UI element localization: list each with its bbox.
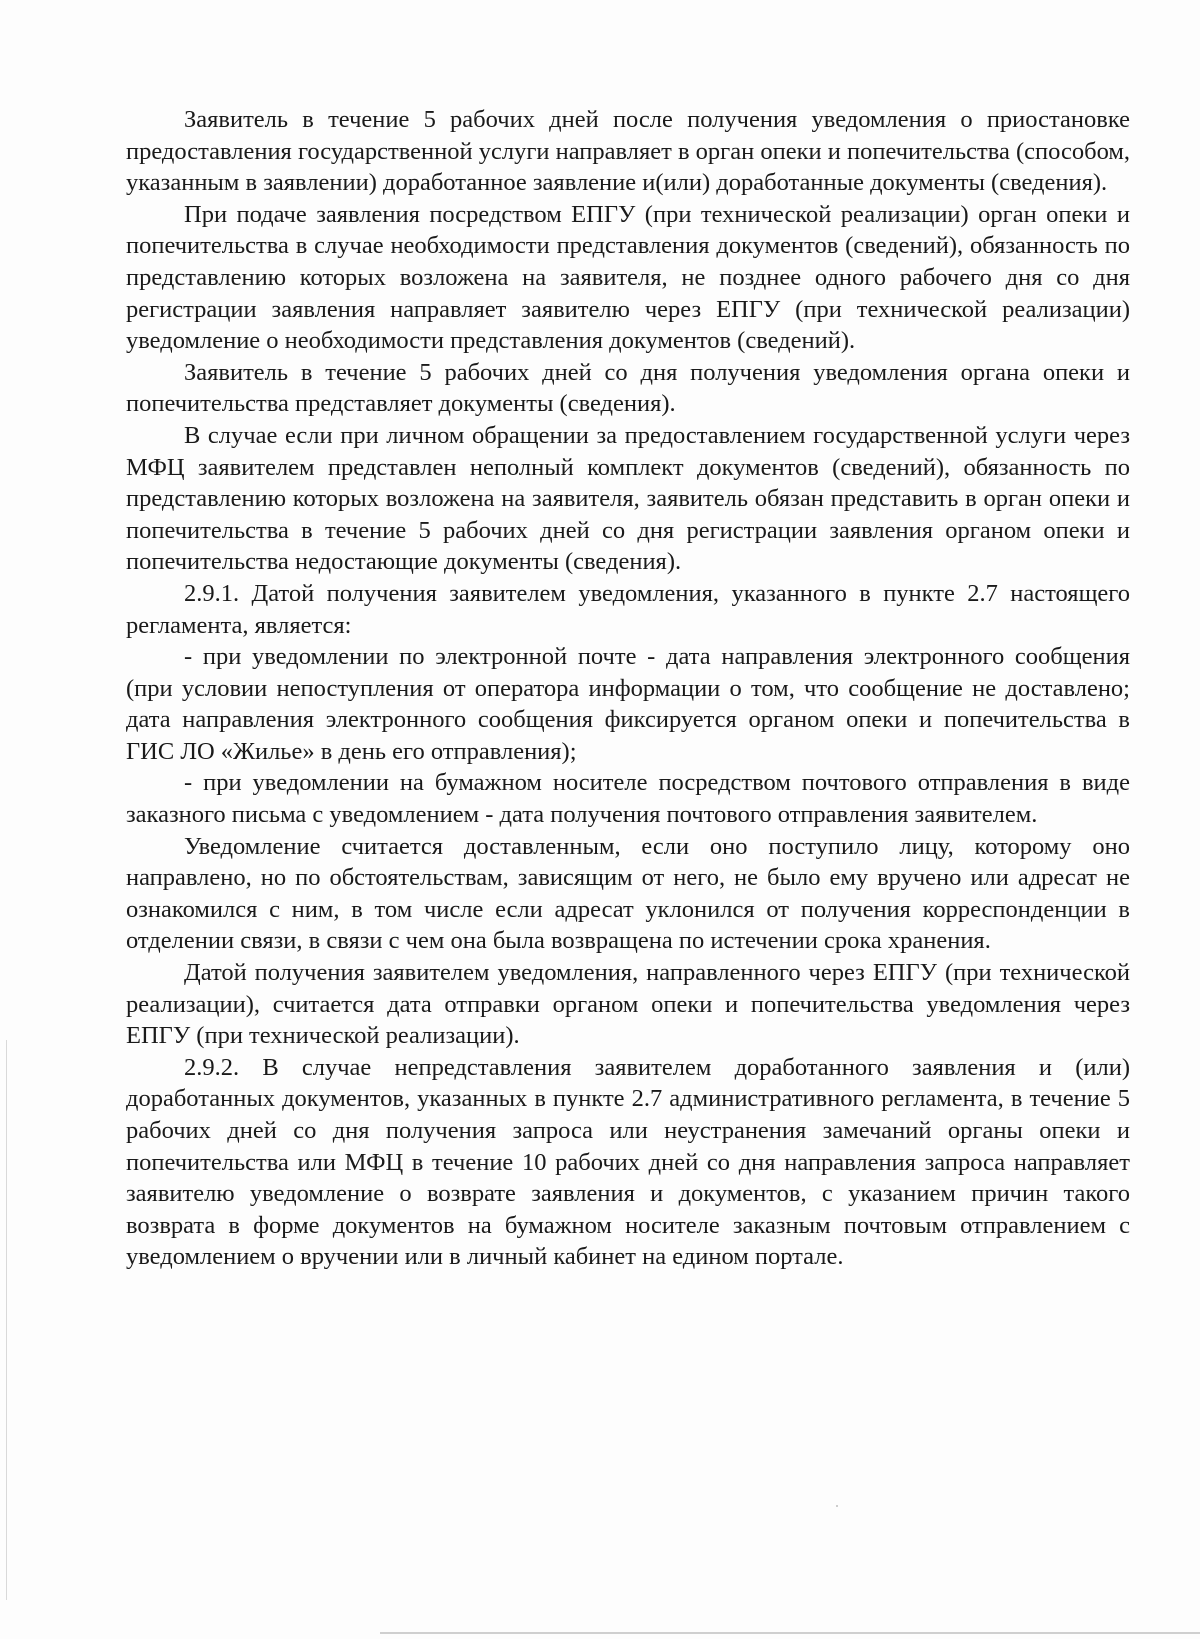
paragraph: Заявитель в течение 5 рабочих дней после получения уведомления о приостановке предоставления государственной услуги направляет в орган опеки и попечительства (способом, указанным в заявлении) доработанное заявление и(или) доработанные документы (сведения).: [126, 106, 1130, 197]
paragraph: - при уведомлении по электронной почте - дата направления электронного сообщения (при условии непоступления от оператора информации о том, что сообщение не доставлено; дата направления электронного сообщения фиксируется органом опеки и попечительства в ГИС ЛО «Жилье» в день его отправления);: [126, 643, 1130, 765]
paragraph: Датой получения заявителем уведомления, направленного через ЕПГУ (при технической реализации), считается дата отправки органом опеки и попечительства уведомления через ЕПГУ (при технической реализации).: [126, 959, 1130, 1050]
paragraph: Уведомление считается доставленным, если оно поступило лицу, которому оно направлено, но по обстоятельствам, зависящим от него, не было ему вручено или адресат не ознакомился с ним, в том числе если адресат уклонился от получения корреспонденции в отделении связи, в связи с чем она была возвращена по истечении срока хранения.: [126, 832, 1130, 955]
scan-edge-line: [380, 1632, 1200, 1634]
paragraph: - при уведомлении на бумажном носителе посредством почтового отправления в виде заказного письма с уведомлением - дата получения почтового отправления заявителем.: [126, 769, 1130, 829]
document-body: [126, 104, 1130, 1273]
paragraph: 2.9.1. Датой получения заявителем уведомления, указанного в пункте 2.7 настоящего регламента, является:: [126, 579, 1130, 639]
paragraph: Заявитель в течение 5 рабочих дней со дня получения уведомления органа опеки и попечительства представляет документы (сведения).: [126, 358, 1130, 418]
paragraph: При подаче заявления посредством ЕПГУ (при технической реализации) орган опеки и попечительства в случае необходимости представления документов (сведений), обязанность по представлению которых возложена на заявителя, не позднее одного рабочего дня со дня регистрации заявления направляет заявителю через ЕПГУ (при технической реализации) уведомление о необходимости представления документов (сведений).: [126, 200, 1130, 355]
scan-edge-line: [6, 1040, 7, 1600]
paragraph: 2.9.2. В случае непредставления заявителем доработанного заявления и (или) доработанных документов, указанных в пункте 2.7 административного регламента, в течение 5 рабочих дней со дня получения запроса или неустранения замечаний органы опеки и попечительства или МФЦ в течение 10 рабочих дней со дня направления запроса направляет заявителю уведомление о возврате заявления и документов, с указанием причин такого возврата в форме документов на бумажном носителе заказным почтовым отправлением с уведомлением о вручении или в личный кабинет на едином портале.: [126, 1053, 1130, 1271]
paragraph: В случае если при личном обращении за предоставлением государственной услуги через МФЦ заявителем представлен неполный комплект документов (сведений), обязанность по представлению которых возложена на заявителя, заявитель обязан представить в орган опеки и попечительства в течение 5 рабочих дней со дня регистрации заявления органом опеки и попечительства недостающие документы (сведения).: [126, 421, 1130, 576]
scan-speck: [836, 1505, 838, 1507]
